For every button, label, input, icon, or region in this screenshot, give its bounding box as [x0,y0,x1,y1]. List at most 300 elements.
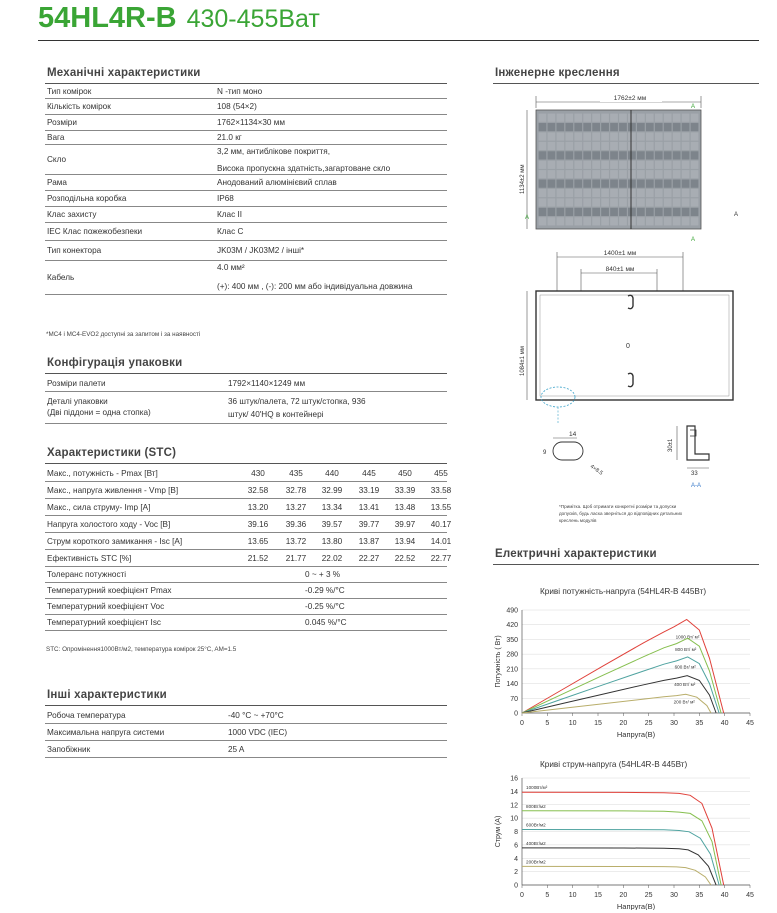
row-value: 40.17 [430,519,452,529]
row-label: Макс., напруга живлення - Vmp [В] [47,485,179,495]
solar-cell [583,142,591,150]
solar-cell [565,114,573,122]
x-tick-label: 15 [594,892,602,899]
solar-cell [583,189,591,197]
a-mark-left: A [525,215,530,221]
row-value: 13.41 [358,502,380,512]
solar-cell [673,142,681,150]
solar-cell [682,189,690,197]
row-label: Кількість комірок [47,102,111,111]
table-row [45,482,452,499]
solar-cell [565,180,573,188]
table-row [45,374,447,392]
solar-cell [565,198,573,206]
y-tick-label: 14 [510,788,518,796]
section-label: A-A [691,483,702,489]
solar-cell [539,189,547,197]
drawing-rule [493,83,759,84]
row-label: Макс., потужність - Pmax [Вт] [47,468,158,478]
row-value: 33.58 [430,485,452,495]
row-label: Запобіжник [47,744,91,754]
solar-cell [619,114,627,122]
row-value: 22.27 [358,553,380,563]
solar-cell [592,189,600,197]
solar-cell [592,198,600,206]
packaging-heading: Конфігурація упаковки [47,357,183,369]
table-row [45,392,447,424]
dim-mount1: 1400±1 мм [603,250,637,257]
solar-cell [619,208,627,216]
row-value: 39.97 [394,519,416,529]
solar-cell [664,198,672,206]
solar-cell [583,123,591,131]
solar-cell [628,123,636,131]
solar-cell [574,161,582,169]
row-value: 39.77 [358,519,380,529]
solar-cell [539,123,547,131]
solar-cell [655,198,663,206]
solar-cell [673,208,681,216]
x-axis-label: Напруга(В) [616,902,656,910]
x-axis-label: Напруга(В) [616,730,656,739]
solar-cell [628,217,636,225]
solar-cell [592,151,600,159]
row-value: 450 [398,468,412,478]
x-tick-label: 5 [545,892,550,899]
solar-cell [619,180,627,188]
solar-cell [556,151,564,159]
row-value: 1000 VDC (IEC) [228,727,288,737]
y-tick-label: 350 [506,636,518,644]
series-label: 200 Вт/ м² [673,699,695,705]
solar-cell [628,161,636,169]
solar-cell [664,189,672,197]
y-tick-label: 2 [514,869,518,877]
solar-cell [565,151,573,159]
solar-cell [664,142,672,150]
row-value: 13.48 [394,502,416,512]
solar-cell [565,208,573,216]
row-value-2: Висока пропускна здатність,загартоване скло [217,164,391,173]
solar-cell [673,189,681,197]
x-tick-label: 30 [670,720,678,727]
row-label: Робоча температура [47,710,126,720]
solar-cell [539,180,547,188]
solar-cell [574,151,582,159]
solar-cell [610,180,618,188]
a-mark-right: A [734,212,739,218]
solar-cell [691,217,699,225]
solar-cell [610,189,618,197]
row-value: Клас C [217,227,244,236]
solar-cell [548,142,556,150]
solar-cell [655,208,663,216]
solar-cell [655,161,663,169]
solar-cell [628,114,636,122]
solar-cell [691,208,699,216]
solar-cell [682,142,690,150]
table-row [45,115,447,131]
mechanical-rule [45,83,447,84]
solar-cell [539,198,547,206]
solar-cell [592,208,600,216]
row-value: 33.39 [394,485,416,495]
solar-cell [583,161,591,169]
solar-cell [610,151,618,159]
solar-cell [673,114,681,122]
dim-side: 1084±1 мм [520,346,526,376]
solar-cell [601,123,609,131]
row-label-2: (Дві піддони = одна стопка) [47,408,151,417]
solar-cell [682,114,690,122]
table-row [45,191,447,207]
engineering-drawing [505,86,765,526]
solar-cell [592,132,600,140]
solar-cell [673,217,681,225]
solar-cell [592,161,600,169]
series-label: 200Вт/м2 [526,859,546,865]
solar-cell [637,114,645,122]
solar-cell [601,161,609,169]
x-tick-label: 10 [568,892,577,899]
row-value: 13.55 [430,502,452,512]
solar-cell [646,208,654,216]
solar-cell [619,217,627,225]
x-tick-label: 35 [695,720,704,727]
row-value: -0.25 %/°C [305,602,345,611]
table-row [45,145,447,175]
solar-cell [592,170,600,178]
solar-cell [574,189,582,197]
stc-rule [45,463,447,464]
solar-cell [691,142,699,150]
solar-cell [691,180,699,188]
row-label: Розміри палети [47,379,106,388]
solar-cell [565,161,573,169]
solar-cell [583,114,591,122]
solar-cell [556,217,564,225]
solar-cell [673,180,681,188]
solar-cell [539,161,547,169]
solar-cell [574,123,582,131]
solar-cell [637,180,645,188]
solar-cell [646,170,654,178]
drawing-heading: Інженерне креслення [495,67,620,79]
solar-cell [655,189,663,197]
solar-cell [646,198,654,206]
solar-cell [664,151,672,159]
row-value: 430 [251,468,265,478]
row-label: Рама [47,178,67,187]
row-value: 13.20 [247,502,269,512]
solar-cell [664,123,672,131]
solar-cell [601,198,609,206]
solar-cell [673,161,681,169]
row-label: Деталі упаковки [47,397,108,406]
solar-cell [655,180,663,188]
table-row [45,516,452,533]
solar-cell [583,217,591,225]
solar-cell [664,170,672,178]
series-line [522,866,711,885]
solar-cell [565,142,573,150]
solar-cell [539,142,547,150]
other-rule [45,705,447,706]
solar-cell [601,189,609,197]
x-tick-label: 45 [746,720,754,727]
title-divider [38,40,759,41]
solar-cell [691,161,699,169]
series-label: 1000Вт/м² [526,785,548,791]
row-value: 13.34 [321,502,343,512]
y-tick-label: 12 [510,802,518,810]
row-value: 435 [289,468,303,478]
row-label: Тип конектора [47,246,102,255]
solar-cell [574,217,582,225]
y-tick-label: 0 [514,882,518,890]
solar-cell [610,170,618,178]
solar-cell [646,114,654,122]
other-heading: Інші характеристики [47,689,167,701]
row-value: 13.27 [285,502,307,512]
solar-cell [583,198,591,206]
solar-cell [682,170,690,178]
table-row [45,175,447,191]
solar-cell [682,161,690,169]
solar-cell [664,217,672,225]
zero-mark: 0 [626,343,630,350]
row-label: Кабель [47,273,75,282]
power-range: 430-455Ват [186,5,320,33]
y-tick-label: 8 [514,829,518,836]
table-row [45,567,447,583]
solar-cell [637,217,645,225]
solar-cell [628,142,636,150]
y-tick-label: 280 [506,651,518,659]
row-value: 108 (54×2) [217,102,257,111]
solar-cell [673,151,681,159]
row-label: Тип комірок [47,87,92,96]
solar-cell [673,132,681,140]
solar-cell [601,142,609,150]
row-label: Макс., сила струму- Imp [A] [47,502,151,512]
row-label: Вага [47,133,65,142]
solar-cell [682,132,690,140]
table-row [45,583,447,599]
table-row [45,85,447,99]
solar-cell [682,180,690,188]
solar-cell [682,217,690,225]
solar-cell [548,170,556,178]
electrical-heading: Електричні характеристики [495,548,657,560]
solar-cell [655,142,663,150]
y-tick-label: 0 [514,710,518,718]
solar-cell [574,180,582,188]
series-label: 800 Вт/ м² [675,646,697,652]
y-tick-label: 420 [506,622,518,630]
row-value: Клас II [217,210,243,219]
solar-cell [691,198,699,206]
iv-chart [485,770,765,910]
series-label: 400Вт/м2 [526,840,546,846]
solar-cell [539,114,547,122]
solar-cell [601,180,609,188]
solar-cell [548,151,556,159]
solar-cell [619,161,627,169]
row-value: 25 A [228,744,245,754]
solar-cell [691,123,699,131]
solar-cell [691,114,699,122]
table-row [45,131,447,145]
row-value: JK03M / JK03M2 / інші* [217,246,305,255]
row-value: IP68 [217,194,234,203]
dim-33: 33 [691,471,698,477]
solar-cell [556,189,564,197]
solar-cell [646,189,654,197]
solar-cell [583,170,591,178]
solar-cell [565,132,573,140]
solar-cell [610,114,618,122]
table-row [45,207,447,223]
solar-cell [646,180,654,188]
row-label: Струм короткого замикання - Isc [A] [47,536,183,546]
table-row [45,223,447,241]
row-value: 36 штук/палета, 72 штук/стопка, 936 [228,397,366,406]
solar-cell [691,170,699,178]
drawing-note-1: *Примітка. Щоб отримати конкретні розміри та допуски [559,504,677,509]
solar-cell [619,170,627,178]
row-value: 39.16 [247,519,269,529]
solar-cell [565,189,573,197]
solar-cell [682,151,690,159]
solar-cell [548,114,556,122]
row-label: Ефективність STC [%] [47,553,132,563]
solar-cell [682,198,690,206]
solar-cell [601,132,609,140]
solar-cell [682,208,690,216]
solar-cell [548,208,556,216]
solar-cell [601,114,609,122]
solar-cell [548,198,556,206]
solar-cell [664,132,672,140]
iv-chart-title: Криві струм-напруга (54HL4R-B 445Вт) [540,760,688,769]
y-tick-label: 140 [506,681,518,689]
solar-cell [592,114,600,122]
solar-cell [610,198,618,206]
table-row [45,261,447,295]
y-tick-label: 16 [510,775,518,783]
x-tick-label: 40 [720,720,729,727]
solar-cell [556,142,564,150]
solar-cell [548,189,556,197]
series-label: 600Вт/м2 [526,822,546,828]
solar-cell [673,170,681,178]
dim-30: 30±1 [668,438,674,452]
solar-cell [601,208,609,216]
dim-14: 14 [569,431,577,438]
solar-cell [637,189,645,197]
solar-cell [637,161,645,169]
solar-cell [556,161,564,169]
solar-cell [619,142,627,150]
solar-cell [539,208,547,216]
row-label: Напруга холостого ходу - Voc [В] [47,519,171,529]
row-label: Розподільна коробка [47,194,127,203]
solar-cell [673,123,681,131]
solar-cell [628,208,636,216]
solar-cell [592,180,600,188]
x-tick-label: 15 [594,720,602,727]
series-line [522,792,724,885]
row-value: 39.36 [285,519,307,529]
solar-cell [565,123,573,131]
solar-cell [637,198,645,206]
x-tick-label: 0 [520,720,524,727]
solar-cell [583,151,591,159]
solar-cell [556,180,564,188]
solar-cell [565,217,573,225]
solar-cell [628,170,636,178]
solar-cell [628,180,636,188]
series-label: 600 Вт/ м² [674,664,696,670]
drawing-note-3: креслень модулів [559,518,597,523]
y-axis-label: Потужність ( Вт) [495,635,502,688]
solar-cell [556,132,564,140]
table-row [45,465,447,482]
solar-cell [637,132,645,140]
solar-cell [646,142,654,150]
series-label: 1000 Вт/ м² [675,634,700,640]
row-value: N -тип моно [217,87,263,96]
row-value: 0.045 %/°C [305,618,347,627]
x-tick-label: 40 [720,892,729,899]
solar-cell [619,189,627,197]
solar-cell [583,208,591,216]
solar-cell [592,217,600,225]
solar-cell [583,180,591,188]
row-value: 21.77 [285,553,307,563]
solar-cell [682,123,690,131]
row-value: 3,2 мм, антиблікове покриття, [217,147,330,156]
series-label: 800Вт/м2 [526,803,546,809]
row-label: Максимальна напруга системи [47,727,165,737]
row-value: 22.52 [394,553,416,563]
solar-cell [574,142,582,150]
row-value: 455 [434,468,448,478]
drawing-note-2: допусків, будь ласка зверніться до відповідних детальних [559,511,683,516]
solar-cell [655,132,663,140]
x-tick-label: 45 [746,892,754,899]
y-tick-label: 210 [506,666,518,674]
solar-cell [655,170,663,178]
solar-cell [664,208,672,216]
solar-cell [610,208,618,216]
solar-cell [548,132,556,140]
stc-heading: Характеристики (STC) [47,447,177,459]
dim-length: 1762±2 мм [613,95,647,102]
solar-cell [628,151,636,159]
table-row [45,615,447,631]
solar-cell [655,217,663,225]
table-row [45,241,447,261]
solar-cell [610,132,618,140]
solar-cell [610,217,618,225]
solar-cell [637,142,645,150]
solar-cell [548,217,556,225]
row-value: 1762×1134×30 мм [217,118,286,127]
dim-width: 1134±2 мм [520,164,526,194]
solar-cell [592,123,600,131]
